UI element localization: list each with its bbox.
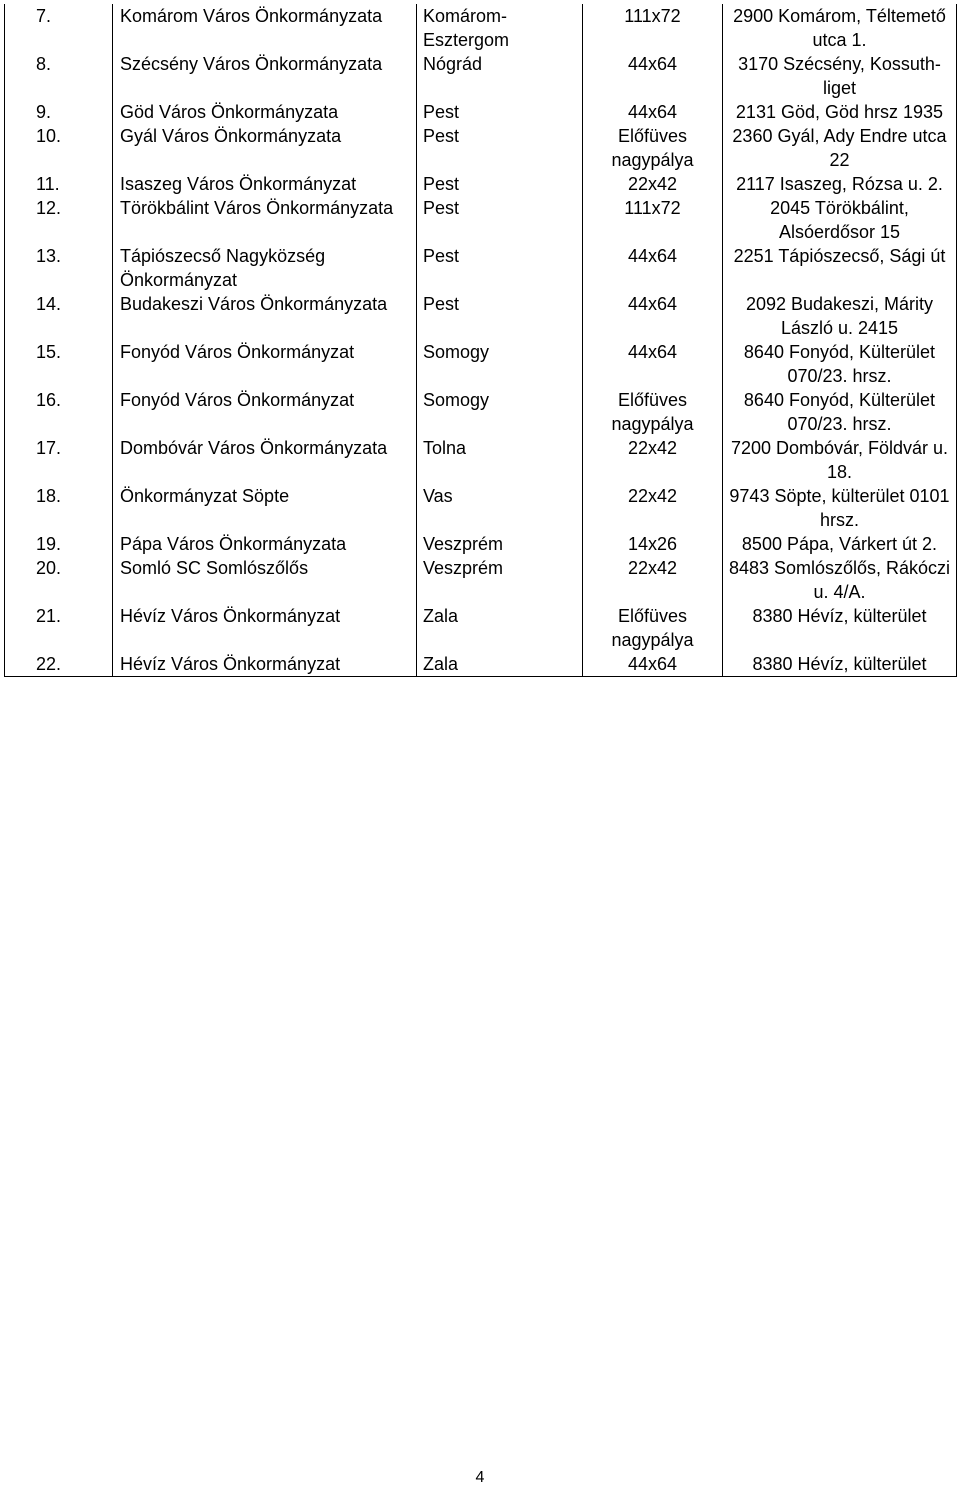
facility-table xyxy=(4,4,957,677)
municipality-name-cell: Hévíz Város Önkormányzat xyxy=(113,652,417,677)
row-number-cell: 20. xyxy=(5,556,113,604)
county-cell: Somogy xyxy=(417,340,583,388)
table-row xyxy=(5,196,957,244)
municipality-name-cell: Szécsény Város Önkormányzata xyxy=(113,52,417,100)
address-cell: 8640 Fonyód, Külterület 070/23. hrsz. xyxy=(723,388,957,436)
municipality-name-cell: Fonyód Város Önkormányzat xyxy=(113,388,417,436)
address-cell: 2360 Gyál, Ady Endre utca 22 xyxy=(723,124,957,172)
county-cell: Komárom-Esztergom xyxy=(417,4,583,52)
county-cell: Vas xyxy=(417,484,583,532)
county-cell: Somogy xyxy=(417,388,583,436)
table-row xyxy=(5,604,957,652)
county-cell: Zala xyxy=(417,604,583,652)
pitch-size-cell: 14x26 xyxy=(583,532,723,556)
pitch-size-cell: Előfüves nagypálya xyxy=(583,388,723,436)
county-cell: Zala xyxy=(417,652,583,677)
table-row xyxy=(5,292,957,340)
pitch-size-cell: Előfüves nagypálya xyxy=(583,124,723,172)
pitch-size-cell: 22x42 xyxy=(583,172,723,196)
pitch-size-cell: 44x64 xyxy=(583,652,723,677)
address-cell: 9743 Söpte, külterület 0101 hrsz. xyxy=(723,484,957,532)
municipality-name-cell: Törökbálint Város Önkormányzata xyxy=(113,196,417,244)
row-number-cell: 10. xyxy=(5,124,113,172)
address-cell: 8483 Somlószőlős, Rákóczi u. 4/A. xyxy=(723,556,957,604)
address-cell: 2045 Törökbálint, Alsóerdősor 15 xyxy=(723,196,957,244)
row-number-cell: 21. xyxy=(5,604,113,652)
table-row xyxy=(5,556,957,604)
row-number-cell: 19. xyxy=(5,532,113,556)
pitch-size-cell: 111x72 xyxy=(583,196,723,244)
pitch-size-cell: 22x42 xyxy=(583,556,723,604)
table-row xyxy=(5,4,957,52)
county-cell: Pest xyxy=(417,100,583,124)
municipality-name-cell: Budakeszi Város Önkormányzata xyxy=(113,292,417,340)
address-cell: 2900 Komárom, Téltemető utca 1. xyxy=(723,4,957,52)
address-cell: 8380 Hévíz, külterület xyxy=(723,604,957,652)
municipality-name-cell: Göd Város Önkormányzata xyxy=(113,100,417,124)
row-number-cell: 22. xyxy=(5,652,113,677)
table-row xyxy=(5,340,957,388)
pitch-size-cell: 22x42 xyxy=(583,436,723,484)
table-row xyxy=(5,52,957,100)
municipality-name-cell: Önkormányzat Söpte xyxy=(113,484,417,532)
row-number-cell: 14. xyxy=(5,292,113,340)
address-cell: 8380 Hévíz, külterület xyxy=(723,652,957,677)
row-number-cell: 17. xyxy=(5,436,113,484)
pitch-size-cell: 111x72 xyxy=(583,4,723,52)
address-cell: 2117 Isaszeg, Rózsa u. 2. xyxy=(723,172,957,196)
table-row xyxy=(5,388,957,436)
county-cell: Veszprém xyxy=(417,556,583,604)
county-cell: Pest xyxy=(417,292,583,340)
table-row xyxy=(5,532,957,556)
table-body xyxy=(5,4,957,677)
row-number-cell: 9. xyxy=(5,100,113,124)
row-number-cell: 16. xyxy=(5,388,113,436)
municipality-name-cell: Hévíz Város Önkormányzat xyxy=(113,604,417,652)
municipality-name-cell: Tápiószecső Nagyközség Önkormányzat xyxy=(113,244,417,292)
row-number-cell: 12. xyxy=(5,196,113,244)
address-cell: 2092 Budakeszi, Márity László u. 2415 xyxy=(723,292,957,340)
table-row xyxy=(5,100,957,124)
county-cell: Pest xyxy=(417,196,583,244)
table-row xyxy=(5,172,957,196)
row-number-cell: 11. xyxy=(5,172,113,196)
pitch-size-cell: Előfüves nagypálya xyxy=(583,604,723,652)
row-number-cell: 8. xyxy=(5,52,113,100)
page-number: 4 xyxy=(475,1469,485,1486)
address-cell: 3170 Szécsény, Kossuth-liget xyxy=(723,52,957,100)
table-row xyxy=(5,436,957,484)
municipality-name-cell: Pápa Város Önkormányzata xyxy=(113,532,417,556)
pitch-size-cell: 44x64 xyxy=(583,340,723,388)
row-number-cell: 18. xyxy=(5,484,113,532)
pitch-size-cell: 44x64 xyxy=(583,244,723,292)
county-cell: Pest xyxy=(417,124,583,172)
address-cell: 2131 Göd, Göd hrsz 1935 xyxy=(723,100,957,124)
county-cell: Veszprém xyxy=(417,532,583,556)
municipality-name-cell: Isaszeg Város Önkormányzat xyxy=(113,172,417,196)
pitch-size-cell: 22x42 xyxy=(583,484,723,532)
table-row xyxy=(5,124,957,172)
row-number-cell: 7. xyxy=(5,4,113,52)
municipality-name-cell: Somló SC Somlószőlős xyxy=(113,556,417,604)
county-cell: Nógrád xyxy=(417,52,583,100)
row-number-cell: 15. xyxy=(5,340,113,388)
table-row xyxy=(5,244,957,292)
county-cell: Tolna xyxy=(417,436,583,484)
county-cell: Pest xyxy=(417,244,583,292)
address-cell: 7200 Dombóvár, Földvár u. 18. xyxy=(723,436,957,484)
municipality-name-cell: Gyál Város Önkormányzata xyxy=(113,124,417,172)
table-row xyxy=(5,652,957,677)
municipality-name-cell: Komárom Város Önkormányzata xyxy=(113,4,417,52)
pitch-size-cell: 44x64 xyxy=(583,100,723,124)
table-row xyxy=(5,484,957,532)
municipality-name-cell: Fonyód Város Önkormányzat xyxy=(113,340,417,388)
pitch-size-cell: 44x64 xyxy=(583,52,723,100)
address-cell: 2251 Tápiószecső, Sági út xyxy=(723,244,957,292)
municipality-name-cell: Dombóvár Város Önkormányzata xyxy=(113,436,417,484)
row-number-cell: 13. xyxy=(5,244,113,292)
address-cell: 8640 Fonyód, Külterület 070/23. hrsz. xyxy=(723,340,957,388)
address-cell: 8500 Pápa, Várkert út 2. xyxy=(723,532,957,556)
county-cell: Pest xyxy=(417,172,583,196)
pitch-size-cell: 44x64 xyxy=(583,292,723,340)
